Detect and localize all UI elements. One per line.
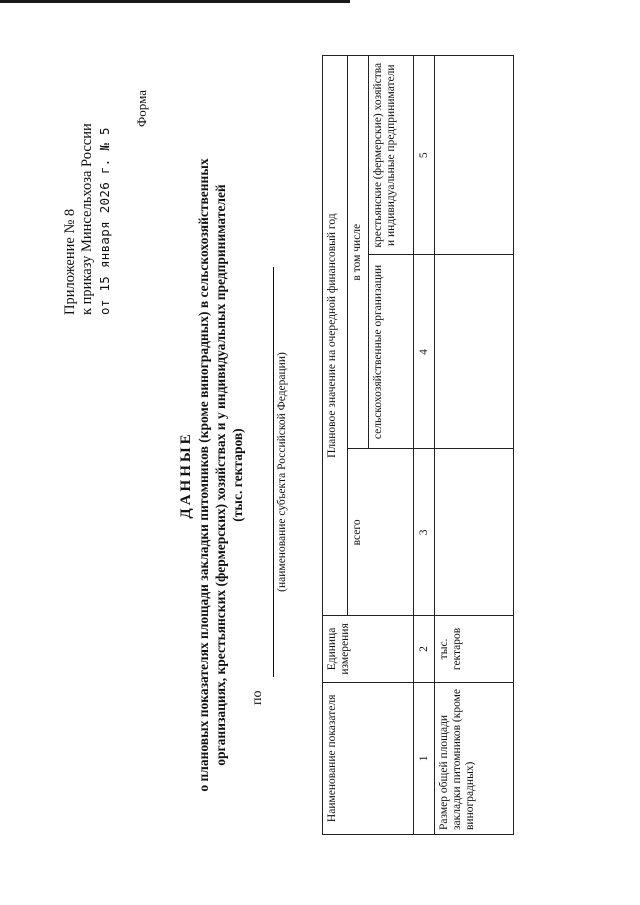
indicators-table — [322, 55, 514, 835]
farms-value-cell[interactable] — [435, 56, 514, 255]
agri-orgs-value-cell[interactable] — [435, 255, 514, 449]
table-header-row — [323, 56, 348, 835]
document-title: ДАННЫЕ — [178, 431, 194, 519]
appendix-header — [62, 123, 113, 315]
region-fill-line[interactable] — [273, 267, 274, 677]
region-prefix: по — [250, 690, 265, 705]
header-unit: Единица измерения — [323, 616, 414, 682]
header-indicator-name: Наименование показателя — [323, 682, 414, 834]
appendix-date: от 15 января 2026 г. № 5 — [97, 127, 112, 315]
column-number: 2 — [414, 616, 435, 682]
total-value-cell[interactable] — [435, 449, 514, 616]
unit-cell: тыс. гектаров — [435, 616, 514, 682]
appendix-order: к приказу Минсельхоза России — [79, 123, 95, 315]
header-including: в том числе — [348, 56, 369, 449]
indicator-name-cell: Размер общей площади закладки питомников (кроме виноградных) — [435, 682, 514, 834]
table-row — [435, 56, 514, 835]
column-number: 4 — [414, 255, 435, 449]
header-total: всего — [348, 449, 414, 616]
column-number: 5 — [414, 56, 435, 255]
column-number: 3 — [414, 449, 435, 616]
column-number: 1 — [414, 682, 435, 834]
column-numbers-row — [414, 56, 435, 835]
header-agri-orgs: сельскохозяйственные организации — [369, 255, 414, 449]
title-line-1: о плановых показателях площади закладки питомников (кроме виноградных) в сельскохозяйственных — [196, 158, 211, 792]
title-line-3: (тыс. гектаров) — [230, 428, 245, 522]
form-label: Форма — [134, 90, 149, 127]
header-plan-value: Плановое значение на очередной финансовый год — [323, 56, 348, 616]
appendix-number: Приложение № 8 — [62, 208, 78, 315]
region-caption: (наименование субъекта Российской Федерации) — [276, 352, 288, 592]
document-title-block — [178, 85, 246, 865]
header-farms-entrepreneurs: крестьянские (фермерские) хозяйства и индивидуальные предприниматели — [369, 56, 414, 255]
title-line-2: организациях, крестьянских (фермерских) хозяйствах и у индивидуальных предпринимателей — [213, 184, 228, 766]
